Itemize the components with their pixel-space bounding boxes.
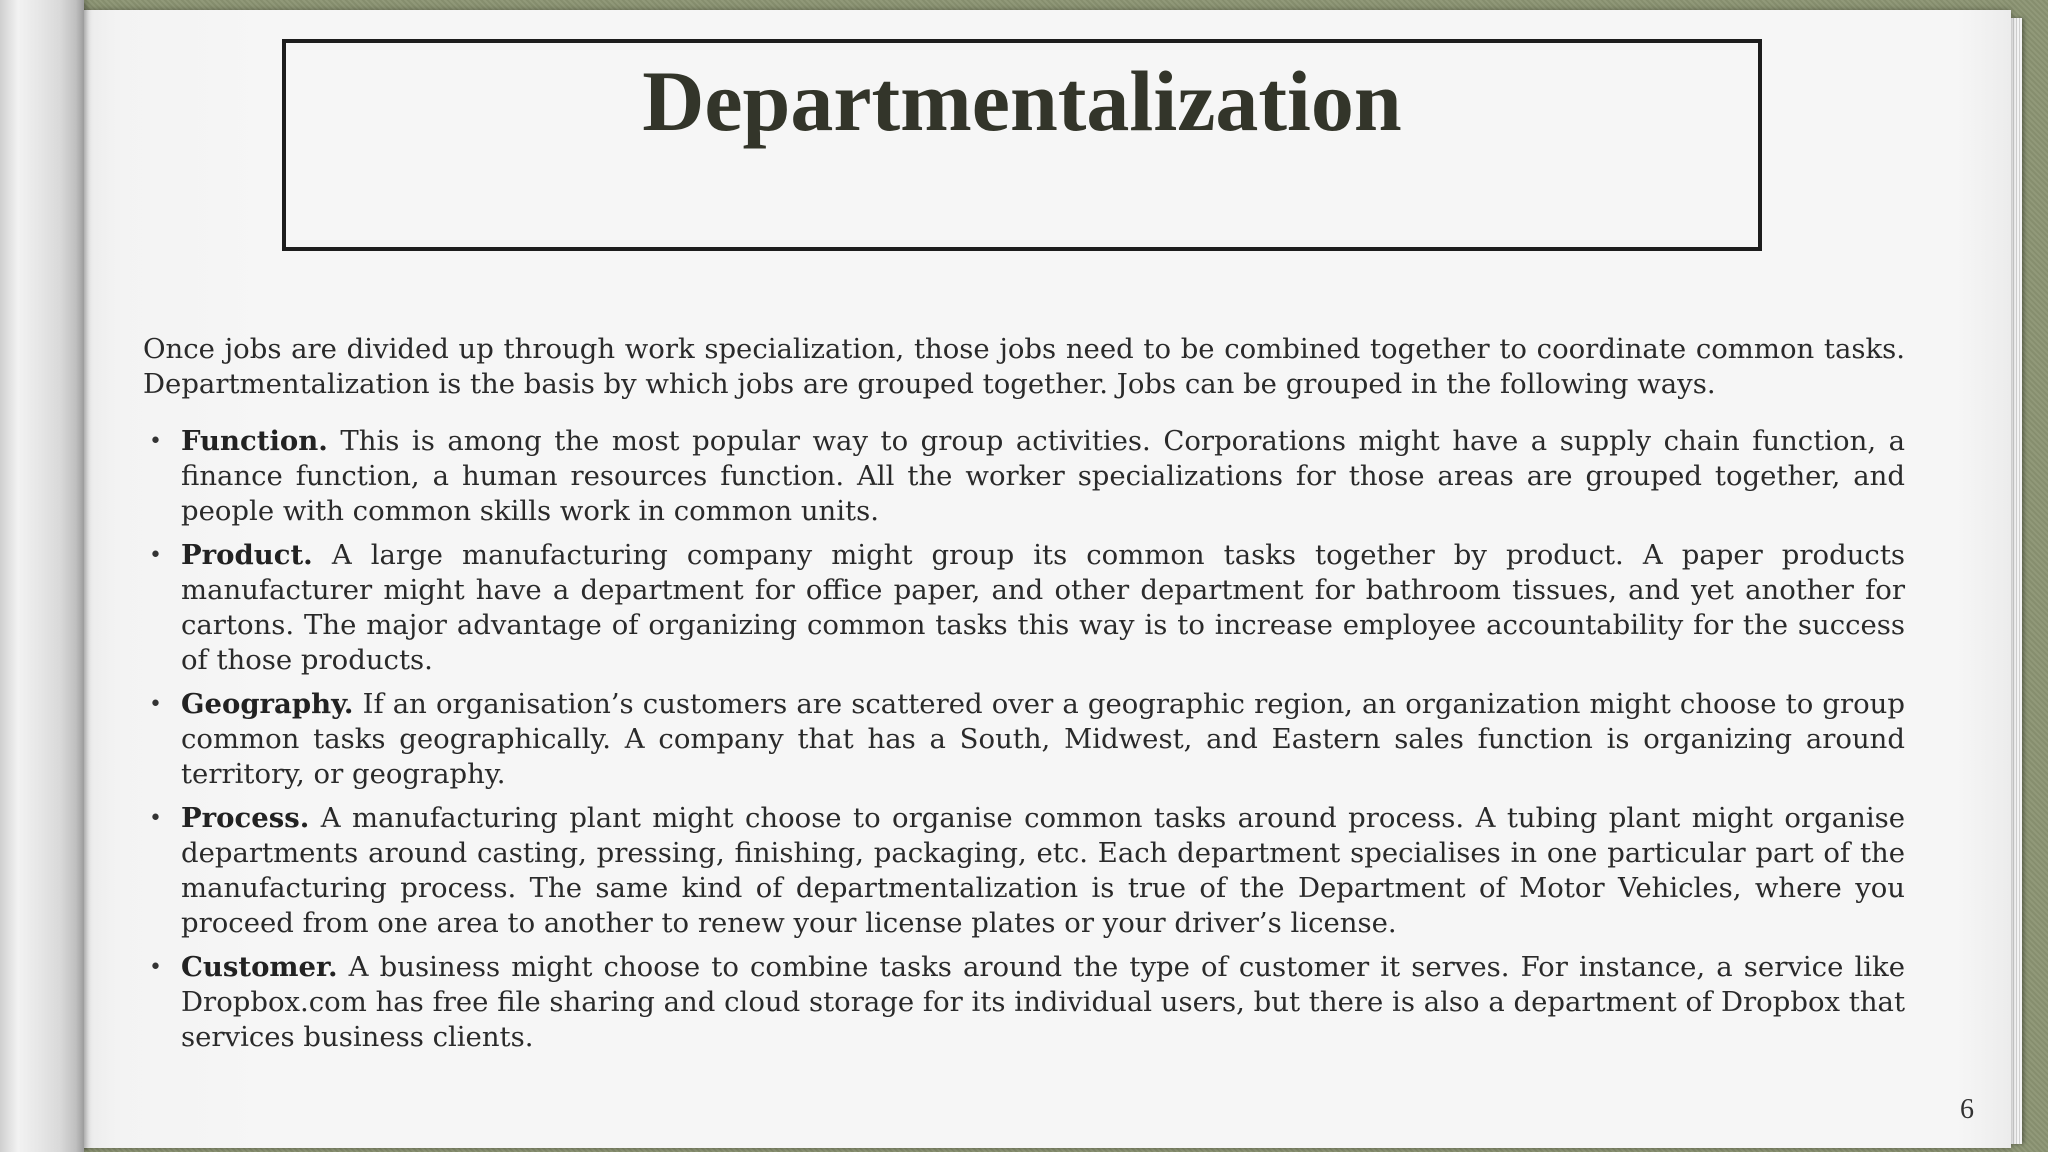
bullet-icon: • [149, 543, 162, 568]
title-box [282, 39, 1762, 251]
notebook-spine [0, 0, 84, 1152]
bullet-geography [143, 687, 1905, 792]
bullet-customer [143, 950, 1905, 1055]
bullet-text: A business might choose to combine tasks around the type of customer it serves. For instance, a service like Dropbox.com has free file sharing and cloud storage for its individual users, but there is also a department of Dropbox that services business clients. [181, 951, 1905, 1053]
bullet-term: Geography. [181, 688, 354, 720]
bullet-term: Process. [181, 802, 310, 834]
bullet-term: Product. [181, 539, 313, 571]
bullet-text: A manufacturing plant might choose to organise common tasks around process. A tubing plant might organise departments around casting, pressing, finishing, packaging, etc. Each department specialises in one particular part of the manufacturing process. The same kind of departmentalization is true of the Department of Motor Vehicles, where you proceed from one area to another to renew your license plates or your driver’s license. [181, 802, 1905, 939]
bullet-term: Customer. [181, 951, 338, 983]
bullet-icon: • [149, 692, 162, 717]
bullet-process [143, 801, 1905, 941]
page-number: 6 [1960, 1094, 1974, 1125]
slide-body [143, 332, 1905, 1064]
bullet-icon: • [149, 955, 162, 980]
bullet-icon: • [149, 806, 162, 831]
bullet-term: Function. [181, 425, 328, 457]
bullet-text: If an organisation’s customers are scattered over a geographic region, an organization might choose to group common tasks geographically. A company that has a South, Midwest, and Eastern sales function is organizing around territory, or geography. [181, 688, 1905, 790]
intro-paragraph: Once jobs are divided up through work specialization, those jobs need to be combined together to coordinate common tasks. Departmentalization is the basis by which jobs are grouped together. Jobs can be grouped in the following ways. [143, 333, 1905, 400]
bullet-product [143, 538, 1905, 678]
slide-title: Departmentalization [642, 53, 1402, 149]
bullet-function [143, 424, 1905, 529]
bullet-list [143, 424, 1905, 1055]
bullet-text: This is among the most popular way to group activities. Corporations might have a supply chain function, a finance function, a human resources function. All the worker specializations for those areas are grouped together, and people with common skills work in common units. [181, 425, 1905, 527]
bullet-text: A large manufacturing company might group its common tasks together by product. A paper products manufacturer might have a department for office paper, and other department for bathroom tissues, and yet another for cartons. The major advantage of organizing common tasks this way is to increase employee accountability for the success of those products. [181, 539, 1905, 676]
bullet-icon: • [149, 429, 162, 454]
